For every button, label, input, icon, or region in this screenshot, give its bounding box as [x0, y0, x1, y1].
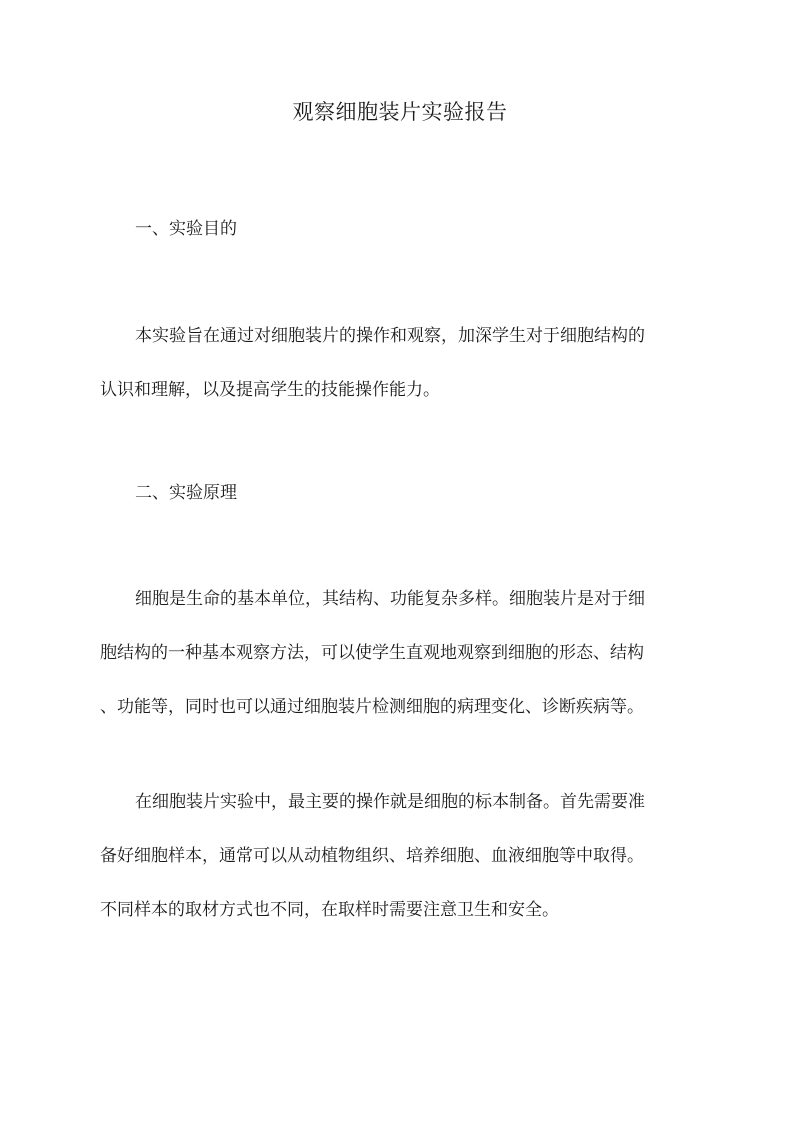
paragraph-purpose — [100, 323, 704, 403]
paragraph-line: 、功能等，同时也可以通过细胞装片检测细胞的病理变化、诊断疾病等。 — [100, 697, 644, 717]
paragraph-line: 备好细胞样本，通常可以从动植物组织、培养细胞、血液细胞等中取得。 — [100, 846, 644, 866]
document-title: 观察细胞装片实验报告 — [292, 100, 508, 124]
paragraph-line: 胞结构的一种基本观察方法，可以使学生直观地观察到细胞的形态、结构 — [100, 643, 644, 663]
paragraph-line: 认识和理解，以及提高学生的技能操作能力。 — [100, 380, 440, 400]
section-heading-purpose: 一、实验目的 — [135, 219, 237, 239]
section-heading-principle: 二、实验原理 — [135, 483, 237, 503]
paragraph-principle-1 — [100, 586, 704, 720]
paragraph-principle-2 — [100, 789, 704, 923]
paragraph-line: 在细胞装片实验中，最主要的操作就是细胞的标本制备。首先需要准 — [135, 792, 645, 812]
paragraph-line: 细胞是生命的基本单位，其结构、功能复杂多样。细胞装片是对于细 — [135, 589, 645, 609]
paragraph-line: 本实验旨在通过对细胞装片的操作和观察，加深学生对于细胞结构的 — [135, 326, 645, 346]
paragraph-line: 不同样本的取材方式也不同，在取样时需要注意卫生和安全。 — [100, 900, 559, 920]
